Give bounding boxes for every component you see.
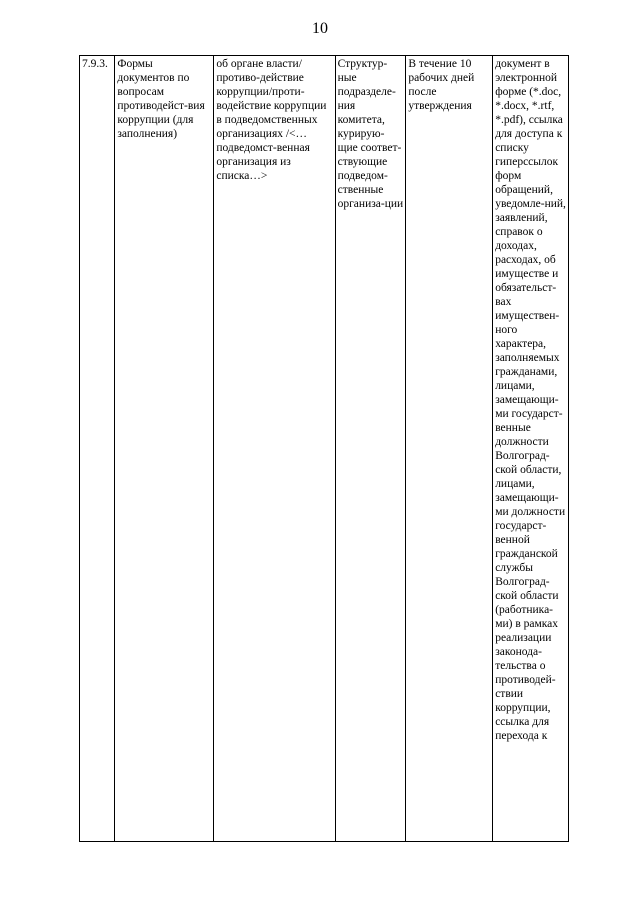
item-content-cell: об органе власти/противо-действие коррупции/проти-водействие коррупции в подведомственных организациях /<…подведомст-венная организация из списка…>: [214, 56, 335, 842]
item-number-cell: 7.9.3.: [80, 56, 115, 842]
format-cell: документ в электронной форме (*.doc, *.docx, *.rtf, *.pdf), ссылка для доступа к списку гиперссылок форм обращений, уведомле-ний, заявлений, справок о доходах, расходах, об имуществе и обязательст-вах имуществен-ного характера, заполняемых гражданами, лицами, замещающи-ми государст-венные должности Волгоград-ской области, лицами, замещающи-ми должности государст-венной гражданской службы Волгоград-ской области (работника-ми) в рамках реализации законода-тельства о противодей-ствии коррупции, ссылка для перехода к: [493, 56, 569, 842]
item-name-cell: Формы документов по вопросам противодейст-вия коррупции (для заполнения): [115, 56, 214, 842]
measures-table: [79, 55, 569, 842]
responsible-cell: Структур-ные подразделе-ния комитета, курирую-щие соответ-ствующие подведом-ственные организа-ции: [335, 56, 406, 842]
term-cell: В течение 10 рабочих дней после утверждения: [406, 56, 493, 842]
table-row: [80, 56, 569, 842]
page-number: 10: [312, 20, 328, 37]
